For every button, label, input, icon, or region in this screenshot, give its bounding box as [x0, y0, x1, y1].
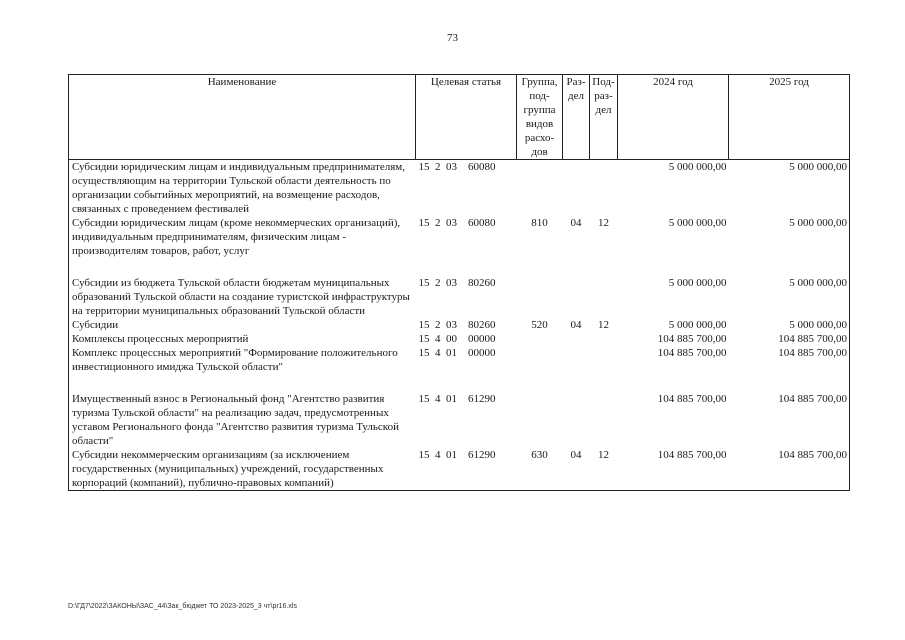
cell-2024: 104 885 700,00: [657, 333, 727, 345]
cell-group: [517, 392, 563, 448]
cell-section: [563, 346, 590, 392]
header-year-2025: 2025 год: [729, 75, 850, 160]
cell-group: [517, 276, 563, 318]
cell-subsection: [590, 346, 618, 392]
cell-section: [563, 160, 590, 217]
table-row: [69, 346, 850, 392]
cell-group: 520: [531, 319, 548, 331]
cell-target-article: 15 4 01 61290: [418, 393, 496, 405]
cell-name: Имущественный взнос в Региональный фонд "Агентство развития туризма Тульской области" на реализацию задач, предусмотренных уставом Регионального фонда "Агентство развития туризма Тульской области": [69, 392, 416, 448]
table-row: [69, 392, 850, 448]
cell-subsection: 12: [598, 319, 609, 331]
table-row: [69, 160, 850, 217]
cell-group: [517, 346, 563, 392]
cell-subsection: [590, 332, 618, 346]
cell-subsection: [590, 160, 618, 217]
cell-section: 04: [563, 448, 590, 491]
cell-name: Субсидии: [69, 318, 416, 332]
cell-target-article: 15 2 03 60080: [418, 217, 496, 229]
cell-group: [517, 332, 563, 346]
footer-file-path: D:\ГД7\2022\ЗАКОНЫ\ЗАС_44\Зак_бюджет ТО 2023-2025_3 чт\pr16.xls: [68, 603, 297, 610]
budget-table: [68, 74, 850, 491]
header-year-2024: 2024 год: [618, 75, 729, 160]
cell-2024: 5 000 000,00: [668, 319, 727, 331]
header-subsection: Под- раз- дел: [590, 75, 618, 160]
cell-2024: 104 885 700,00: [618, 448, 729, 491]
cell-subsection: 12: [598, 217, 609, 229]
cell-name: Субсидии юридическим лицам (кроме некоммерческих организаций), индивидуальным предпринимателям, физическим лицам - производителям товаров, работ, услуг: [69, 216, 416, 276]
cell-subsection: [590, 392, 618, 448]
cell-target-article: 15 2 03 60080: [418, 161, 496, 173]
cell-name: Субсидии из бюджета Тульской области бюджетам муниципальных образований Тульской области на создание туристской инфраструктуры на территории муниципальных образований Тульской области: [69, 276, 416, 318]
table-row: [69, 318, 850, 332]
cell-section: [563, 392, 590, 448]
cell-section: 04: [570, 319, 582, 331]
table-row: [69, 448, 850, 491]
table-row: [69, 332, 850, 346]
cell-subsection: 12: [590, 448, 618, 491]
cell-group: [517, 160, 563, 217]
header-group: Группа, под- группа видов расхо- дов: [517, 75, 563, 160]
cell-target-article: 15 2 03 80260: [418, 277, 496, 289]
cell-2024: 5 000 000,00: [668, 217, 727, 229]
cell-name: Комплекс процессных мероприятий "Формирование положительного инвестиционного имиджа Тульской области": [69, 346, 416, 392]
cell-2025: 104 885 700,00: [729, 448, 850, 491]
cell-2025: 5 000 000,00: [729, 276, 850, 318]
cell-target-article: 15 4 00 00000: [418, 333, 496, 345]
header-name: Наименование: [69, 75, 416, 160]
table-header-row: [69, 75, 850, 160]
cell-2024: 104 885 700,00: [657, 347, 727, 359]
cell-2025: 5 000 000,00: [729, 160, 850, 217]
cell-2025: 104 885 700,00: [729, 332, 850, 346]
cell-name: Субсидии некоммерческим организациям (за исключением государственных (муниципальных) учреждений, государственных корпораций (компаний), публично-правовых компаний): [69, 448, 416, 491]
cell-2025: 104 885 700,00: [729, 346, 850, 392]
table-row: [69, 276, 850, 318]
cell-2024: 5 000 000,00: [668, 161, 727, 173]
cell-2024: 104 885 700,00: [657, 393, 727, 405]
header-target-article: Целевая статья: [416, 75, 517, 160]
cell-group: 630: [517, 448, 563, 491]
cell-target-article: 15 2 03 80260: [418, 319, 496, 331]
cell-2025: 5 000 000,00: [729, 216, 850, 276]
cell-section: [563, 276, 590, 318]
table-row: [69, 216, 850, 276]
cell-section: [563, 332, 590, 346]
cell-2025: 5 000 000,00: [729, 318, 850, 332]
cell-name: Комплексы процессных мероприятий: [69, 332, 416, 346]
cell-2025: 104 885 700,00: [729, 392, 850, 448]
cell-target-article: 15 4 01 61290: [416, 448, 517, 491]
page-number: 73: [447, 32, 458, 44]
cell-group: 810: [531, 217, 548, 229]
cell-target-article: 15 4 01 00000: [418, 347, 496, 359]
cell-subsection: [590, 276, 618, 318]
header-section: Раз- дел: [563, 75, 590, 160]
cell-section: 04: [570, 217, 582, 229]
cell-name: Субсидии юридическим лицам и индивидуальным предпринимателям, осуществляющим на территории Тульской области деятельность по организации событийных мероприятий, на возмещение расходов, связанных с проведением фестивалей: [69, 160, 416, 217]
cell-2024: 5 000 000,00: [668, 277, 727, 289]
